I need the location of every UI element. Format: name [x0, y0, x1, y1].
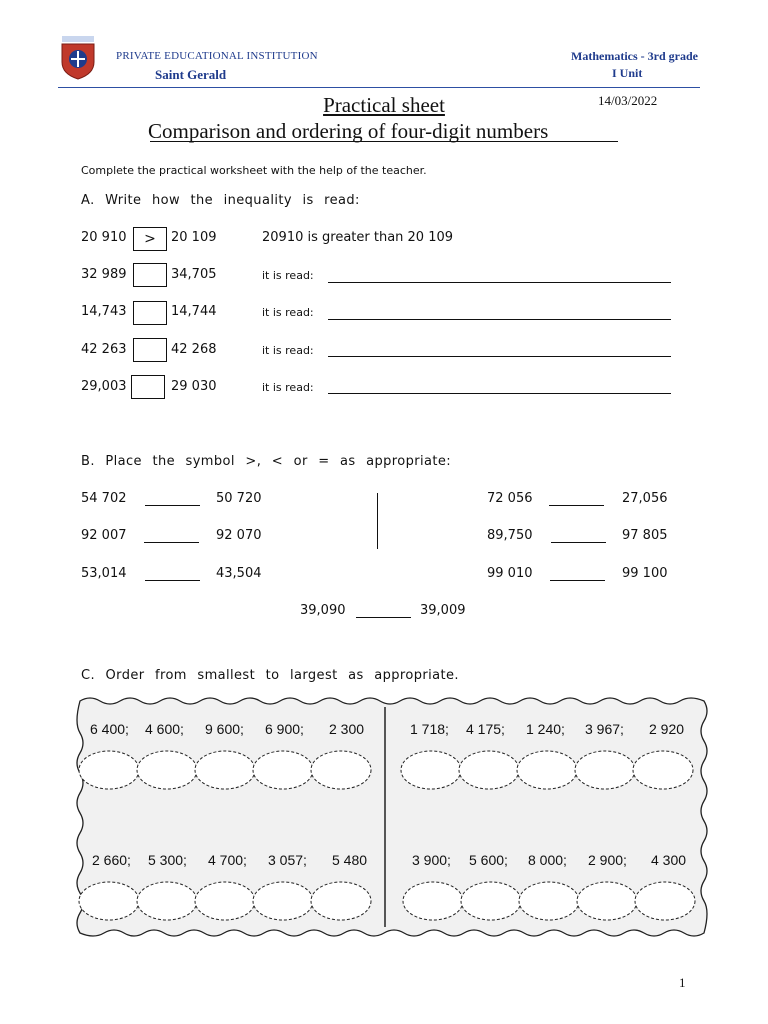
b-left-3-b: 43,504: [216, 566, 262, 581]
a-row-5-answer-line[interactable]: [328, 393, 671, 394]
c-group-4-num-5: 4 300: [651, 852, 687, 868]
c-group-4-num-1: 3 900;: [412, 852, 451, 868]
subtitle-underline: [150, 141, 618, 142]
b-left-1-answer-line[interactable]: [145, 505, 200, 506]
b-center-a: 39,090: [300, 603, 346, 618]
a-row-5-right: 29 030: [171, 379, 217, 394]
date-label: 14/03/2022: [598, 93, 658, 108]
c-group-2-num-1: 1 718;: [410, 721, 449, 737]
b-right-3-answer-line[interactable]: [550, 580, 605, 581]
a-row-1-reading: 20910 is greater than 20 109: [262, 230, 454, 245]
section-a-heading: A. Write how the inequality is read:: [81, 193, 360, 208]
c-group-3-num-3: 4 700;: [208, 852, 247, 868]
a-row-2-answer-line[interactable]: [328, 282, 671, 283]
b-center-answer-line[interactable]: [356, 617, 411, 618]
c-group-2-num-2: 4 175;: [466, 721, 505, 737]
c-group-4-num-2: 5 600;: [469, 852, 508, 868]
a-row-1-left: 20 910: [81, 230, 127, 245]
b-right-3-a: 99 010: [487, 566, 533, 581]
instructions: Complete the practical worksheet with the help of the teacher.: [81, 164, 427, 177]
a-row-3-right: 14,744: [171, 304, 217, 319]
unit-label: I Unit: [612, 66, 643, 80]
page-number: 1: [679, 975, 686, 990]
c-group-3-num-1: 2 660;: [92, 852, 131, 868]
a-row-4-right: 42 268: [171, 342, 217, 357]
page-title: Practical sheet: [323, 93, 445, 117]
school-crest-icon: [58, 36, 98, 80]
c-group-1-num-5: 2 300: [329, 721, 365, 737]
c-group-3-num-5: 5 480: [332, 852, 368, 868]
a-row-3-symbol-box[interactable]: [133, 301, 167, 325]
b-center-b: 39,009: [420, 603, 466, 618]
a-row-4-symbol-box[interactable]: [133, 338, 167, 362]
section-c-heading: C. Order from smallest to largest as appropriate.: [81, 668, 459, 683]
a-row-3-reading-label: it is read:: [262, 306, 314, 319]
b-right-1-answer-line[interactable]: [549, 505, 604, 506]
a-row-4-left: 42 263: [81, 342, 127, 357]
b-left-3-a: 53,014: [81, 566, 127, 581]
c-group-2-num-5: 2 920: [649, 721, 685, 737]
b-left-2-a: 92 007: [81, 528, 127, 543]
a-row-1-right: 20 109: [171, 230, 217, 245]
c-group-4-num-4: 2 900;: [588, 852, 627, 868]
a-row-2-symbol-box[interactable]: [133, 263, 167, 287]
b-right-1-b: 27,056: [622, 491, 668, 506]
c-group-1-num-2: 4 600;: [145, 721, 184, 737]
a-row-2-reading-label: it is read:: [262, 269, 314, 282]
school-name: Saint Gerald: [155, 67, 227, 82]
b-right-2-answer-line[interactable]: [551, 542, 606, 543]
c-group-1-num-4: 6 900;: [265, 721, 304, 737]
a-row-2-left: 32 989: [81, 267, 127, 282]
b-left-2-answer-line[interactable]: [144, 542, 199, 543]
c-group-2-num-3: 1 240;: [526, 721, 565, 737]
a-row-5-symbol-box[interactable]: [131, 375, 165, 399]
institution-name: PRIVATE EDUCATIONAL INSTITUTION: [116, 50, 318, 62]
b-right-2-a: 89,750: [487, 528, 533, 543]
b-right-3-b: 99 100: [622, 566, 668, 581]
page-subtitle: Comparison and ordering of four-digit numbers: [148, 119, 549, 143]
a-row-5-left: 29,003: [81, 379, 127, 394]
c-group-3-num-2: 5 300;: [148, 852, 187, 868]
b-right-2-b: 97 805: [622, 528, 668, 543]
a-row-4-reading-label: it is read:: [262, 344, 314, 357]
c-group-1-num-3: 9 600;: [205, 721, 244, 737]
c-group-2-num-4: 3 967;: [585, 721, 624, 737]
section-b-heading: B. Place the symbol >, < or = as appropriate:: [81, 454, 452, 469]
c-group-1-num-1: 6 400;: [90, 721, 129, 737]
b-left-1-b: 50 720: [216, 491, 262, 506]
b-left-3-answer-line[interactable]: [145, 580, 200, 581]
b-left-1-a: 54 702: [81, 491, 127, 506]
header-divider: [58, 87, 700, 88]
b-column-divider: [377, 493, 378, 549]
b-left-2-b: 92 070: [216, 528, 262, 543]
a-row-4-answer-line[interactable]: [328, 356, 671, 357]
a-row-1-symbol-box: >: [133, 227, 167, 251]
b-right-1-a: 72 056: [487, 491, 533, 506]
c-group-3-num-4: 3 057;: [268, 852, 307, 868]
a-row-3-answer-line[interactable]: [328, 319, 671, 320]
a-row-5-reading-label: it is read:: [262, 381, 314, 394]
c-group-4-num-3: 8 000;: [528, 852, 567, 868]
a-row-3-left: 14,743: [81, 304, 127, 319]
a-row-2-right: 34,705: [171, 267, 217, 282]
subject-label: Mathematics - 3rd grade: [571, 49, 698, 63]
